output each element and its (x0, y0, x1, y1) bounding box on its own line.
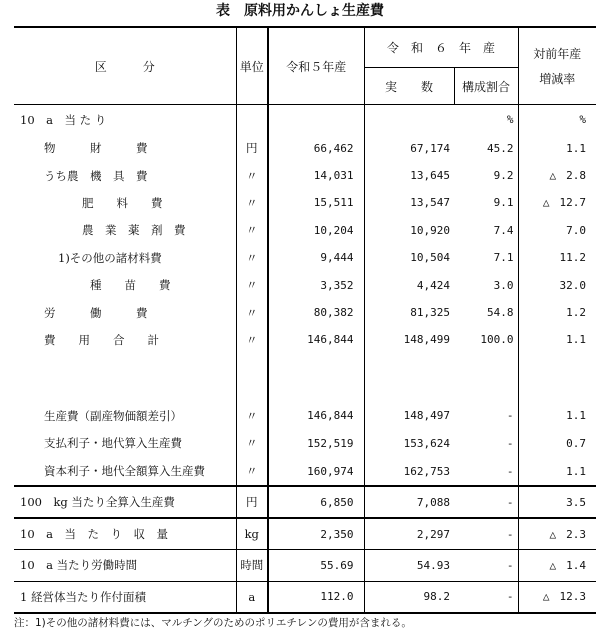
row-unit: 〃 (236, 429, 268, 456)
decrease-mark: △ (549, 169, 557, 183)
header-r5: 令和５年産 (268, 27, 364, 105)
bottom-row-share: - (454, 581, 518, 613)
row-unit: 〃 (236, 457, 268, 487)
row-yoy: 0.7 (566, 436, 587, 450)
row-r5: 146,844 (268, 402, 364, 429)
decrease-mark: △ (549, 527, 557, 541)
row-r5: 152,519 (268, 429, 364, 456)
row-unit: 〃 (236, 244, 268, 271)
row-share: 54.8 (454, 299, 518, 326)
row-yoy: 32.0 (559, 278, 587, 292)
row-r5: 66,462 (268, 134, 364, 161)
row-r6: 148,499 (403, 333, 450, 347)
row-label: 資本利子・地代全額算入生産費 (14, 457, 236, 487)
row-r6: 13,547 (410, 196, 450, 210)
row-r6: 153,624 (403, 436, 450, 450)
per100kg-yoy: 3.5 (518, 486, 596, 518)
row-unit: 〃 (236, 299, 268, 326)
row-share: 7.4 (454, 217, 518, 244)
row-r5: 14,031 (268, 162, 364, 189)
spacer-row (14, 354, 236, 402)
decrease-mark: △ (549, 558, 557, 572)
row-label: 農 業 薬 剤 費 (14, 217, 236, 244)
per100kg-share: - (454, 486, 518, 518)
bottom-row-label: 1 経営体当たり作付面積 (14, 581, 236, 613)
per100kg-unit: 円 (236, 486, 268, 518)
row-label: 1)その他の諸材料費 (14, 244, 236, 271)
row-share: 9.1 (454, 189, 518, 216)
bottom-row-yoy: △ 2.3 (518, 518, 596, 550)
row-yoy: 1.1 (566, 333, 587, 347)
bottom-row-share: - (454, 518, 518, 550)
row-r5: 9,444 (268, 244, 364, 271)
row-share: 100.0 (454, 326, 518, 353)
row-yoy: 1.1 (566, 141, 587, 155)
row-label: 種 苗 費 (14, 271, 236, 298)
row-unit: 〃 (236, 326, 268, 353)
bottom-row-r5: 55.69 (268, 550, 364, 582)
row-r6: 81,325 (410, 306, 450, 320)
row-unit: 〃 (236, 162, 268, 189)
row-share: 9.2 (454, 162, 518, 189)
bottom-row-r6: 98.2 (364, 581, 454, 613)
row-share: - (454, 457, 518, 487)
per100kg-label: 100 kg 当たり全算入生産費 (14, 486, 236, 518)
row-unit: 円 (236, 134, 268, 161)
production-cost-table (14, 26, 596, 614)
bottom-row-share: - (454, 550, 518, 582)
row-label: 費 用 合 計 (14, 326, 236, 353)
row-r5: 10,204 (268, 217, 364, 244)
bottom-row-label: 10 a 当 た り 収 量 (14, 518, 236, 550)
bottom-row-r5: 112.0 (268, 581, 364, 613)
header-yoy-line2: 増減率 (539, 72, 576, 87)
row-yoy: 1.2 (566, 306, 587, 320)
header-yoy (518, 27, 596, 105)
row-yoy: 1.1 (566, 464, 587, 478)
row-share: - (454, 429, 518, 456)
footnote: 注：1)その他の諸材料費には、マルチングのためのポリエチレンの費用が含まれる。 (14, 617, 412, 629)
per100kg-r5: 6,850 (268, 486, 364, 518)
row-label: 労 働 費 (14, 299, 236, 326)
row-r6: 10,920 (410, 223, 450, 237)
bottom-row-yoy: △ 12.3 (518, 581, 596, 613)
bottom-row-unit: a (236, 581, 268, 613)
row-label: うち農 機 具 費 (14, 162, 236, 189)
row-r6: 13,645 (410, 169, 450, 183)
row-label: 物 財 費 (14, 134, 236, 161)
row-yoy: 1.1 (566, 409, 587, 423)
bottom-row-yoy: △ 1.4 (518, 550, 596, 582)
row-r6: 162,753 (403, 464, 450, 478)
header-category: 区 分 (14, 27, 236, 105)
row-r5: 3,352 (268, 271, 364, 298)
header-yoy-line1: 対前年産 (533, 47, 582, 62)
row-share: 3.0 (454, 271, 518, 298)
row-unit: 〃 (236, 402, 268, 429)
row-r5: 80,382 (268, 299, 364, 326)
header-r6: 令 和 ６ 年 産 (364, 27, 518, 67)
bottom-row-label: 10 a 当たり労働時間 (14, 550, 236, 582)
row-r5: 160,974 (268, 457, 364, 487)
header-unit: 単位 (236, 27, 268, 105)
per100kg-r6: 7,088 (364, 486, 454, 518)
row-share: 7.1 (454, 244, 518, 271)
header-r6-actual: 実 数 (364, 67, 454, 105)
bottom-row-r5: 2,350 (268, 518, 364, 550)
row-r6: 10,504 (410, 251, 450, 265)
bottom-row-unit: kg (236, 518, 268, 550)
per10a-yoy-unit: % (518, 105, 596, 135)
row-r6: 67,174 (410, 141, 450, 155)
bottom-row-r6: 2,297 (364, 518, 454, 550)
bottom-row-r6: 54.93 (364, 550, 454, 582)
row-yoy: △ 2.8 (549, 169, 587, 183)
row-r5: 15,511 (268, 189, 364, 216)
per10a-label: 10 a 当 た り (14, 105, 236, 135)
row-unit: 〃 (236, 217, 268, 244)
row-r5: 146,844 (268, 326, 364, 353)
row-label: 支払利子・地代算入生産費 (14, 429, 236, 456)
row-yoy: 11.2 (559, 251, 587, 265)
bottom-row-unit: 時間 (236, 550, 268, 582)
row-yoy: △ 12.7 (542, 196, 587, 210)
per10a-share-unit: % (454, 105, 518, 135)
row-r6: 4,424 (416, 278, 450, 292)
row-r6: 148,497 (403, 409, 450, 423)
row-label: 肥 料 費 (14, 189, 236, 216)
row-unit: 〃 (236, 271, 268, 298)
header-r6-share: 構成割合 (454, 67, 518, 105)
row-unit: 〃 (236, 189, 268, 216)
decrease-mark: △ (542, 590, 550, 604)
row-share: 45.2 (454, 134, 518, 161)
decrease-mark: △ (542, 196, 550, 210)
row-yoy: 7.0 (566, 223, 587, 237)
row-label: 生産費（副産物価額差引） (14, 402, 236, 429)
row-share: - (454, 402, 518, 429)
table-title: 表 原料用かんしょ生産費 (216, 3, 384, 19)
